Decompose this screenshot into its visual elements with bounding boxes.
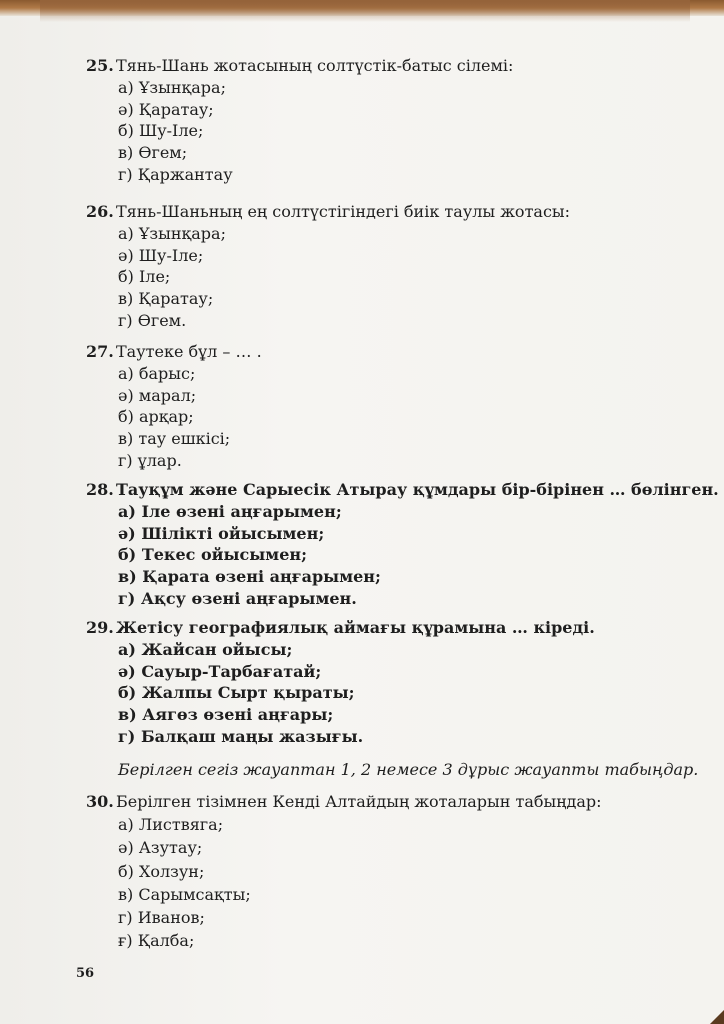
answer-option: а) Жайсан ойысы; [118,639,293,659]
section-instruction: Берілген сегіз жауаптан 1, 2 немесе 3 дұрыс жауапты табыңдар. [118,760,699,779]
page-number: 56 [76,966,95,981]
answer-option: б) Холзун; [118,861,205,881]
question-stem: Тауқұм және Сарыесік Атырау құмдары бір-бірінен … бөлінген. [116,480,719,499]
answer-option: ә) Шу-Іле; [118,245,204,265]
answer-option: а) Ұзынқара; [118,223,226,243]
answer-option: а) барыс; [118,363,196,383]
question-stem: Жетісу географиялық аймағы құрамына … кіреді. [116,618,595,637]
answer-option: ә) Қаратау; [118,99,214,119]
question-number: 27. [86,342,114,361]
answer-option: г) ұлар. [118,450,182,470]
answer-option: ә) Азутау; [118,838,203,858]
answer-option: б) арқар; [118,407,194,427]
question-number: 26. [86,202,114,221]
answer-option: ғ) Қалба; [118,931,195,951]
answer-option: в) Аягөз өзені аңғары; [118,705,334,725]
question-25 [86,55,513,186]
question-number: 30. [86,792,114,811]
answer-option: а) Ұзынқара; [118,77,226,97]
scan-corner-shadow [710,1010,724,1024]
answer-option: г) Қаржантау [118,164,233,184]
answer-option: ә) Сауыр-Тарбағатай; [118,661,322,681]
answer-option: г) Ақсу өзені аңғарымен. [118,588,357,608]
question-28 [86,479,719,610]
question-number: 25. [86,56,114,75]
question-stem: Тянь-Шаньның ең солтүстігіндегі биік таулы жотасы: [116,202,571,221]
answer-option: б) Текес ойысымен; [118,545,307,565]
question-stem: Тянь-Шань жотасының солтүстік-батыс сілемі: [116,56,514,75]
question-stem: Берілген тізімнен Кенді Алтайдың жоталарын табыңдар: [116,792,602,811]
question-27 [86,341,262,472]
question-26 [86,201,570,332]
answer-option: б) Шу-Іле; [118,121,204,141]
question-number: 29. [86,618,114,637]
answer-option: г) Иванов; [118,908,205,928]
answer-option: в) Қаратау; [118,289,214,309]
question-29 [86,617,595,748]
answer-option: а) Листвяга; [118,815,224,835]
answer-option: б) Іле; [118,267,171,287]
answer-option: б) Жалпы Сырт қыраты; [118,683,355,703]
answer-option: в) Қарата өзені аңғарымен; [118,567,381,587]
answer-option: г) Балқаш маңы жазығы. [118,726,364,746]
question-number: 28. [86,480,114,499]
answer-option: в) тау ешкісі; [118,429,231,449]
answer-option: а) Іле өзені аңғарымен; [118,501,342,521]
answer-option: г) Өгем. [118,310,187,330]
answer-option: в) Өгем; [118,143,188,163]
question-stem: Таутеке бұл – … . [116,342,262,361]
answer-option: в) Сарымсақты; [118,884,251,904]
answer-option: ә) марал; [118,385,197,405]
scan-top-shadow [40,0,690,22]
answer-option: ә) Шілікті ойысымен; [118,523,325,543]
question-30 [86,790,602,952]
